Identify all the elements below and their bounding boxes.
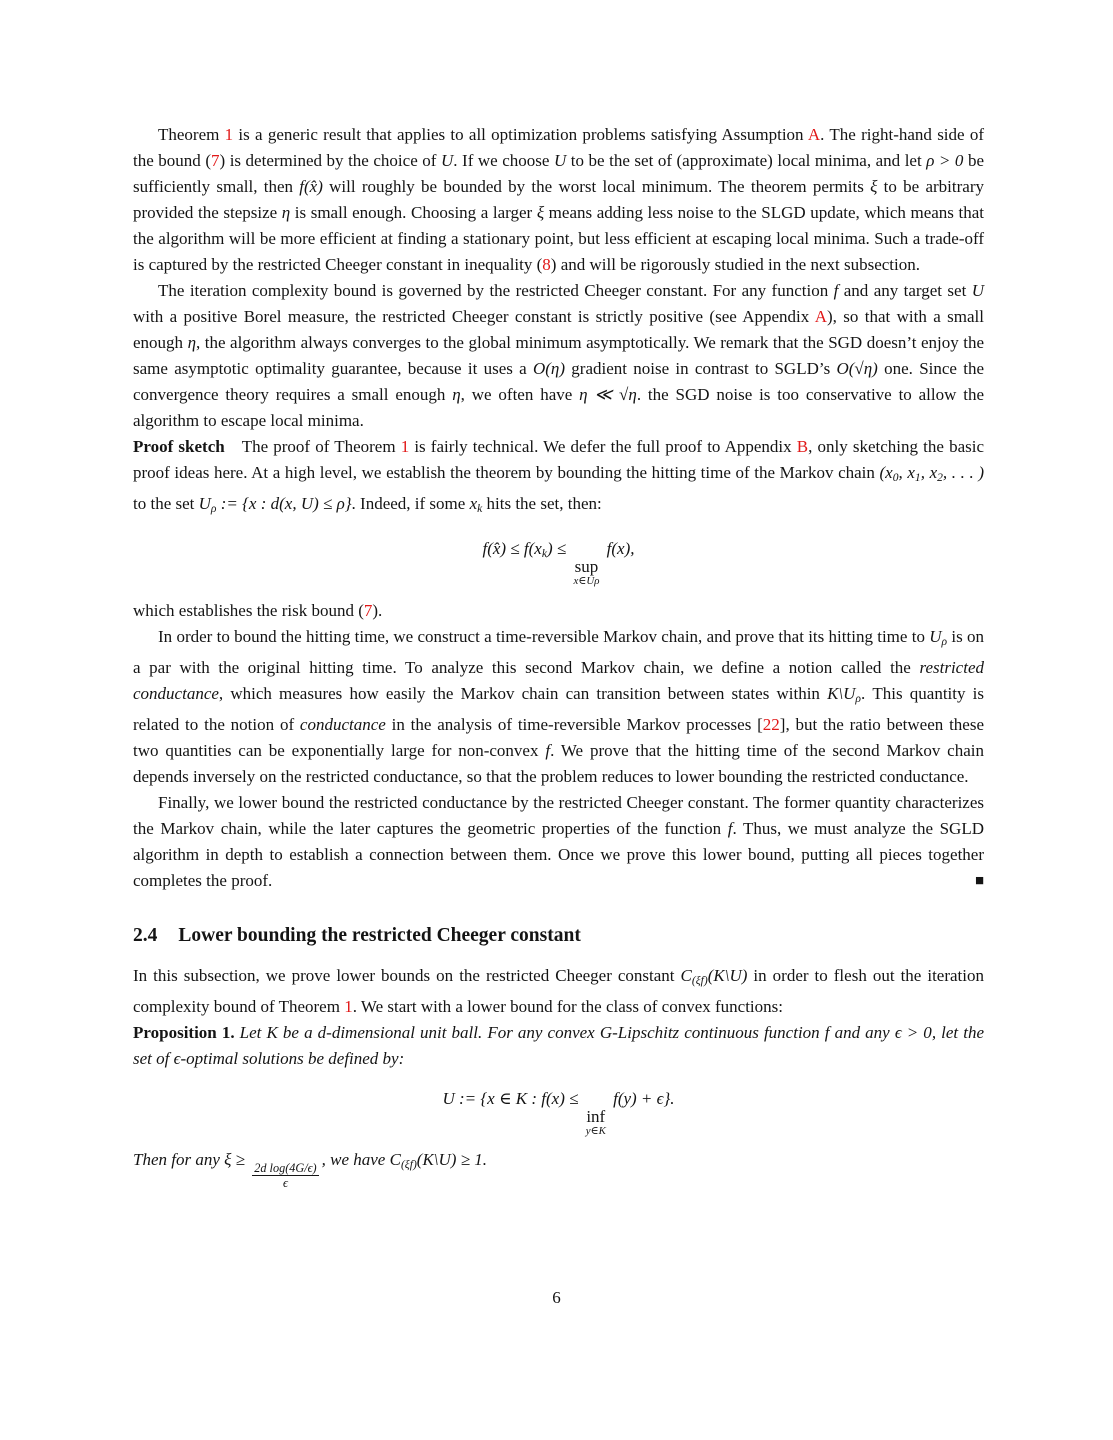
text-run: ). [372,600,383,620]
text-run: . We start with a lower bound for the class of convex functions: [352,997,783,1017]
text-run: gradient noise in contrast to SGLD’s [565,359,837,378]
math-text: U [929,626,942,646]
text-run: . This quantity is related to the notion of [133,683,984,735]
emphasis-text: restricted conductance [133,657,984,703]
text-run: . Indeed, if some [351,494,470,514]
math-text: ρ [941,634,948,648]
math-text: O(η) [532,359,566,378]
paragraph [133,624,984,790]
text-run: ) and will be rigorously studied in the next subsection. [550,255,920,274]
math-text: O(√η) [836,359,878,378]
emphasis-text: conductance [299,715,386,735]
text-run: to be the set of (approximate) local minima, and let [566,151,927,170]
text-run: is on a par with the original hitting time. To analyze this second Markov chain, we define a notion called the [133,626,984,677]
math-text: d [317,1023,327,1043]
ref-link[interactable]: 1 [344,997,353,1017]
text-run: . the SGD noise is too conservative to allow the algorithm to escape local minima. [133,385,985,430]
math-text: (K\U) ≥ 1 [416,1150,483,1170]
ref-link[interactable]: B [796,437,809,456]
math-text: (K\U) [707,966,748,986]
math-text: f(x̂) [299,177,323,196]
text-run: Finally, we lower bound the restricted conductance by the restricted Cheeger constant. The former quantity characterizes the Markov chain, while the later captures the geometric properties of the function [133,793,984,839]
math-text: f(y) + ϵ}. [608,1089,675,1109]
emphasis-text: Let [234,1023,267,1043]
math-text: ρ > 0 [926,151,964,170]
text-run: The proof of Theorem [224,437,401,456]
text-run: with a positive Borel measure, the restricted Cheeger constant is strictly positive (see Appendix [133,307,815,326]
text-run: be sufficiently small, then [133,151,985,196]
paragraph [133,278,984,434]
text-run: will roughly be bounded by the worst local minimum. The theorem permits [322,177,871,196]
math-text: k [541,547,547,561]
math-text: ξ [536,203,545,222]
text-run: is small enough. Choosing a larger [290,203,537,222]
text-run: hits the set, then: [482,494,602,514]
text-run: ), so that with a small enough [133,307,984,352]
math-text: η ≪ √η [579,385,637,404]
limit-operator-subscript: x∈Uρ [573,575,600,588]
ref-link[interactable]: 1 [224,125,234,144]
paragraph [133,963,984,1020]
paragraph [133,598,984,624]
math-text: 1 [914,471,921,485]
math-text: K [266,1023,278,1043]
math-text: 0 [892,471,899,485]
document-content [133,122,984,1190]
text-run: . We prove that the hitting time of the second Markov chain depends inversely on the restricted conductance, so that the problem reduces to lower bounding the restricted conductance. [133,741,984,787]
text-run: in order to flesh out the iteration complexity bound of Theorem [133,966,984,1017]
section-heading [133,924,984,948]
fraction-denominator: ϵ [282,1176,288,1191]
page-number: 6 [552,1288,561,1307]
paragraph [133,1147,984,1190]
math-text: ρ [855,692,861,706]
text-run: to be arbitrary provided the stepsize [133,177,984,222]
paragraph [133,122,984,278]
math-text: f [833,281,839,300]
text-run: The iteration complexity bound is governed by the restricted Cheeger constant. For any function [158,281,834,300]
math-text: 2 [937,471,943,485]
paragraph [133,790,984,894]
ref-link[interactable]: A [814,307,827,326]
math-text: f(x), [602,539,635,559]
math-text: G [599,1023,613,1043]
math-text: U [198,494,211,514]
ref-link[interactable]: 8 [542,255,551,274]
math-text: ρ [210,502,217,516]
text-run: , which measures how easily the Markov chain can transition between states within [218,683,828,703]
ref-link[interactable]: 7 [363,600,373,620]
math-text: := {x : d(x, U) ≤ ρ} [216,494,352,514]
text-run: , only sketching the basic proof ideas here. At a high level, we establish the theorem by bounding the hitting time of the Markov chain [133,437,984,482]
text-run: which establishes the risk bound ( [133,600,364,620]
math-text: x [469,494,478,514]
math-text: U [971,281,984,300]
text-run: to the set [133,494,199,514]
qed-symbol: ■ [974,873,984,890]
math-text: (ξf) [691,974,708,988]
limit-operator [586,1108,606,1137]
math-text: ϵ > 0 [894,1023,932,1043]
paragraph [133,434,984,522]
text-run: In this subsection, we prove lower bounds on the restricted Cheeger constant [133,966,681,986]
limit-operator [573,558,599,587]
math-text: f [545,741,551,761]
text-run: . The right-hand side of the bound ( [133,125,985,170]
fraction [252,1161,318,1190]
math-text: , x [898,463,915,482]
text-run: . Thus, we must analyze the SGLD algorithm in depth to establish a connection between them. Once we prove this lower bound, putting all pieces together completes the proof. [133,819,984,891]
page-footer [0,1288,1113,1308]
display-equation [133,1082,984,1137]
limit-operator-name: inf [586,1107,606,1127]
limit-operator-name: sup [574,557,599,577]
math-text: C [680,966,692,986]
text-run: , we often have [460,385,580,404]
bold-lead: Proposition 1. [133,1023,235,1043]
fraction-numerator: 2d log(4G/ϵ) [254,1161,317,1176]
math-text: U [440,151,454,170]
math-text: , . . . ) [942,463,984,482]
math-text: C [389,1150,401,1170]
emphasis-text: be a [277,1023,318,1043]
text-run: in the analysis of time-reversible Markov processes [ [385,715,763,735]
math-text: ϵ [173,1049,181,1069]
emphasis-text: . [482,1150,488,1170]
text-run: , the algorithm always converges to the global minimum asymptotically. We remark that the SGD doesn’t enjoy the same asymptotic optimality guarantee, because it uses a [133,333,985,378]
section-title: Lower bounding the restricted Cheeger constant [178,925,581,947]
math-text: ξ [870,177,878,196]
emphasis-text: Then for any [133,1150,225,1170]
text-run: ], but the ratio between these two quantities can be exponentially large for non-convex [133,715,984,761]
emphasis-text: and any [829,1023,895,1043]
math-text: U := {x ∈ K : f(x) ≤ [442,1089,583,1109]
math-text: (ξf) [400,1158,417,1172]
display-equation [133,532,984,587]
math-text: η [187,333,196,352]
math-text: ξ ≥ [224,1150,250,1170]
math-text: , x [920,463,938,482]
math-text: (x [879,463,893,482]
emphasis-text: -optimal solutions be defined by: [180,1049,405,1069]
ref-link[interactable]: 22 [762,715,780,735]
math-text: U [553,151,567,170]
math-text: η [281,203,291,222]
text-run: In order to bound the hitting time, we construct a time-reversible Markov chain, and prove that its hitting time to [158,626,930,646]
text-run: and any target set [838,281,972,300]
math-text: f [727,819,733,839]
text-run: one. Since the convergence theory requires a small enough [133,359,985,404]
text-run: means adding less noise to the SLGD update, which means that the algorithm will be more efficient at finding a stationary point, but less efficient at escaping local minima. Such a trade-off is captured by the restricted Cheeger constant in inequality ( [133,203,984,274]
text-run: . If we choose [453,151,554,170]
text-run: ) is determined by the choice of [219,151,441,170]
limit-operator-subscript: y∈K [585,1124,606,1137]
bold-lead: Proof sketch [133,437,225,456]
math-text: f [824,1023,830,1043]
text-run: Theorem [158,125,225,144]
math-text: K\U [827,683,856,703]
emphasis-text: -Lipschitz continuous function [612,1023,825,1043]
ref-link[interactable]: A [807,125,821,144]
math-text: η [452,385,461,404]
text-run: is fairly technical. We defer the full proof to Appendix [409,437,797,456]
math-text: ) ≤ [546,539,571,559]
math-text: f(x̂) ≤ f(x [482,539,542,559]
math-text: k [477,502,483,516]
section-number: 2.4 [133,925,158,947]
text-run: is a generic result that applies to all optimization problems satisfying Assumption [233,125,808,144]
paragraph [133,1020,984,1072]
emphasis-text: , let the set of [133,1023,984,1069]
emphasis-text: -dimensional unit ball. For any convex [326,1023,600,1043]
emphasis-text: , we have [321,1150,390,1170]
ref-link[interactable]: 7 [211,151,220,170]
ref-link[interactable]: 1 [400,437,410,456]
